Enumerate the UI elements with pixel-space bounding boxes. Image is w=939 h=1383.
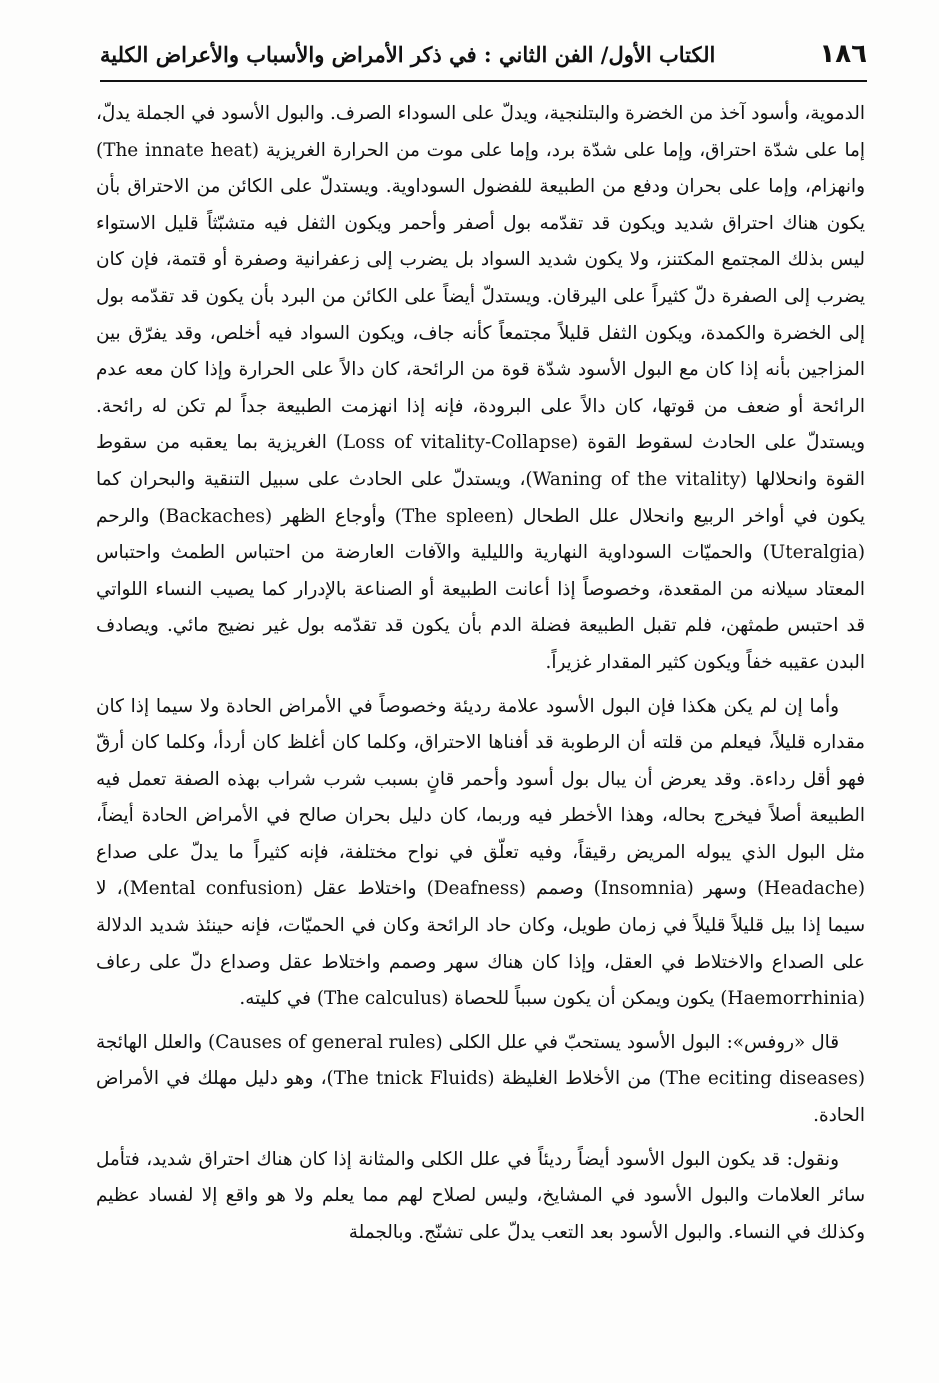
paragraph-1: الدموية، وأسود آخذ من الخضرة والبتلنجية، ويدلّ على السوداء الصرف. والبول الأسود في الجملة يدلّ، إما على شدّة احتراق، وإما على شدّة برد، وإما على موت من الحرارة الغريزية (The innate heat) وانهزام، وإما على بحران ودفع من الطبيعة للفضول السوداوية. ويستدلّ على الكائن من الاحتراق بأن يكون هناك احتراق شديد ويكون قد تقدّمه بول أصفر وأحمر ويكون الثفل فيه متشبّثاً قليل الاستواء ليس بذلك المجتمع المكتنز، ولا يكون شديد السواد بل يضرب إلى زعفرانية وصفرة أو قتمة، فإن كان يضرب إلى الصفرة دلّ كثيراً على اليرقان. ويستدلّ أيضاً على الكائن من البرد بأن يكون قد تقدّمه بول إلى الخضرة والكمدة، ويكون الثفل قليلاً مجتمعاً كأنه جاف، ويكون السواد فيه أخلص، وقد يفرّق بين المزاجين بأنه إذا كان مع البول الأسود شدّة قوة من الرائحة، كان دالاً على الحرارة وإذا كان معه عدم الرائحة أو ضعف من قوتها، كان دالاً على البرودة، فإنه إذا انهزمت الطبيعة جداً لم تكن له رائحة. ويستدلّ على الحادث لسقوط القوة (Loss of vitality-Collapse) الغريزية بما يعقبه من سقوط القوة وانحلالها (Waning of the vitality)، ويستدلّ على الحادث على سبيل التنقية والبحران كما يكون في أواخر الربيع وانحلال علل الطحال (The spleen) وأوجاع الظهر (Backaches) والرحم (Uteralgia) والحميّات السوداوية النهارية والليلية والآفات العارضة من احتباس الطمث واحتباس المعتاد سيلانه من المقعدة، وخصوصاً إذا أعانت الطبيعة أو الصناعة بالإدرار كما يصيب النساء اللواتي قد احتبس طمثهن، فلم تقبل الطبيعة فضلة الدم بأن يكون قد تقدّمه بول غير نضيج مائي. ويصادف البدن عقيبه خفاً ويكون كثير المقدار غزيراً. — [96, 103, 866, 673]
paragraph-3: قال «روفس»: البول الأسود يستحبّ في علل الكلى (Causes of general rules) والعلل الهائجة (The eciting diseases) من الأخلاط الغليظة (The tnick Fluids)، وهو دليل مهلك في الأمراض الحادة. — [96, 1031, 866, 1127]
paragraph-2: وأما إن لم يكن هكذا فإن البول الأسود علامة رديئة وخصوصاً في الأمراض الحادة ولا سيما إذا كان مقداره قليلاً، فيعلم من قلته أن الرطوبة قد أفناها الاحتراق، وكلما كان أغلظ كان أردأ، وكلما كان أرقّ فهو أقل رداءة. وقد يعرض أن يبال بول أسود وأحمر قانٍ بسبب شرب شراب بهذه الصفة تعمل فيه الطبيعة أصلاً فيخرج بحاله، وهذا الأخطر فيه وربما، كان دليل بحران صالح في الأمراض الحادة أيضاً، مثل البول الذي يبوله المريض رقيقاً، وفيه تعلّق في نواح مختلفة، فإنه كثيراً ما يدلّ على صداع (Headache) وسهر (Insomnia) وصمم (Deafness) واختلاط عقل (Mental confusion)، لا سيما إذا بيل قليلاً قليلاً في زمان طويل، وكان حاد الرائحة وكان في الحميّات، فإنه حينئذ شديد الدلالة على الصداع والاختلاط في العقل، وإذا كان هناك سهر وصمم واختلاط عقل وصداع دلّ على رعاف (Haemorrhinia) يكون ويمكن أن يكون سبباً للحصاة (The calculus) في كليته. — [96, 695, 865, 1010]
page-number: ١٨٦ — [819, 39, 867, 69]
page-body — [96, 96, 865, 1363]
running-title: الكتاب الأول/ الفن الثاني : في ذكر الأمراض والأسباب والأعراض الكلية — [100, 41, 716, 67]
page-header — [100, 28, 867, 82]
paragraph-4: ونقول: قد يكون البول الأسود أيضاً رديئاً في علل الكلى والمثانة إذا كان هناك احتراق شديد، فتأمل سائر العلامات والبول الأسود في المشايخ، وليس لصلاح لهم مما يعلم ولا هو واقع إلا لفساد عظيم وكذلك في النساء. والبول الأسود بعد التعب يدلّ على تشنّج. وبالجملة — [96, 1148, 865, 1243]
